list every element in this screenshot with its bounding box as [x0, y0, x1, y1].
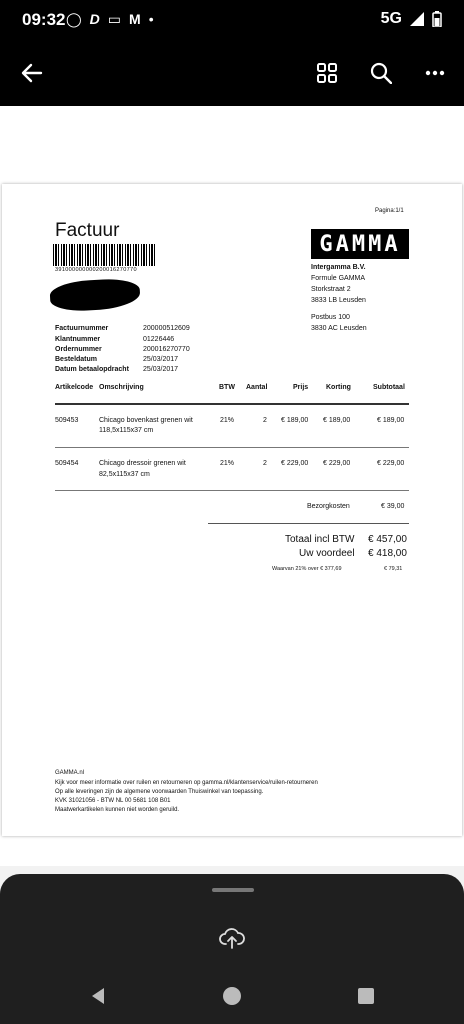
column-header: Aantal	[246, 384, 268, 391]
company-line: Storkstraat 2	[311, 286, 351, 293]
meta-label: Besteldatum	[55, 356, 98, 363]
status-bar	[0, 0, 464, 40]
app-d-icon: D	[89, 11, 100, 27]
postal-line: Postbus 100	[311, 314, 350, 321]
row-divider	[55, 447, 409, 448]
footer-line: KVK 31021056 - BTW NL 00 5681 108 B01	[55, 798, 171, 804]
footer-line: Op alle leveringen zijn de algemene voorwaarden Thuiswinkel van toepassing.	[55, 789, 264, 795]
app-bar	[0, 40, 464, 106]
savings-label: Uw voordeel	[299, 548, 355, 559]
row-divider	[55, 490, 409, 491]
gamma-logo	[311, 229, 409, 259]
company-line: Formule GAMMA	[311, 275, 366, 282]
row-discount: € 189,00	[323, 417, 351, 424]
status-time: 09:32	[22, 10, 66, 29]
totals-divider	[208, 523, 409, 524]
gmail-icon: M	[129, 11, 141, 27]
row-btw: 21%	[220, 460, 235, 467]
nav-back-icon[interactable]	[88, 986, 108, 1006]
column-header: Omschrijving	[99, 384, 144, 391]
column-header: Korting	[326, 384, 351, 391]
more-options-button[interactable]	[418, 56, 452, 90]
footer-line: Kijk voor meer informatie over ruilen en retourneren op gamma.nl/klantenservice/ruilen-retourneren	[55, 780, 318, 786]
back-arrow-icon	[21, 62, 43, 84]
meta-value: 25/03/2017	[143, 356, 179, 363]
row-desc: Chicago bovenkast grenen wit	[99, 417, 193, 424]
row-desc: Chicago dressoir grenen wit	[99, 460, 186, 467]
company-name: Intergamma B.V.	[311, 264, 366, 271]
row-code: 509453	[55, 417, 79, 424]
page-indicator: Pagina:1/1	[375, 208, 404, 214]
more-dots-icon	[425, 70, 445, 76]
row-price: € 189,00	[281, 417, 309, 424]
company-line: 3833 LB Leusden	[311, 297, 366, 304]
row-btw: 21%	[220, 417, 235, 424]
row-qty: 2	[263, 417, 267, 424]
savings-value: € 418,00	[368, 548, 407, 559]
vat-value: € 79,31	[384, 566, 403, 572]
search-icon	[370, 62, 392, 84]
footer-line: GAMMA.nl	[55, 770, 85, 776]
postal-line: 3830 AC Leusden	[311, 325, 367, 332]
grid-icon	[316, 62, 338, 84]
meta-label: Factuurnummer	[55, 325, 109, 332]
row-subtotal: € 189,00	[377, 417, 405, 424]
shipping-label: Bezorgkosten	[307, 503, 350, 510]
table-header-divider	[55, 403, 409, 405]
total-value: € 457,00	[368, 534, 407, 545]
upload-cloud-button[interactable]	[218, 924, 246, 952]
nav-recents-icon[interactable]	[356, 986, 376, 1006]
barcode-number: 391000000000200016270770	[55, 267, 137, 273]
row-subtotal: € 229,00	[377, 460, 405, 467]
cloud-upload-icon	[219, 927, 245, 949]
row-desc-size: 118,5x115x37 cm	[99, 427, 154, 434]
logo-text: GAMMA	[319, 231, 401, 257]
footer-line: Maatwerkartikelen kunnen niet worden geruild.	[55, 807, 180, 813]
wallet-icon: ▭	[107, 11, 122, 27]
total-label: Totaal incl BTW	[285, 534, 355, 545]
column-header: Prijs	[293, 384, 309, 391]
meta-label: Klantnummer	[55, 336, 101, 343]
signal-icon	[410, 12, 424, 26]
sheet-drag-handle[interactable]	[212, 888, 254, 892]
meta-label: Datum betaalopdracht	[55, 366, 129, 373]
status-notification-icons	[66, 11, 154, 28]
shipping-value: € 39,00	[381, 503, 405, 510]
nav-home-icon[interactable]	[222, 986, 242, 1006]
column-header: Artikelcode	[55, 384, 94, 391]
meta-value: 01226446	[143, 336, 175, 343]
meta-label: Ordernummer	[55, 346, 102, 353]
column-header: BTW	[219, 384, 235, 391]
battery-icon	[432, 11, 442, 27]
meta-value: 25/03/2017	[143, 366, 179, 373]
row-qty: 2	[263, 460, 267, 467]
meta-value: 200000512609	[143, 325, 190, 332]
vat-label: Waarvan 21% over € 377,69	[272, 566, 342, 572]
row-desc-size: 82,5x115x37 cm	[99, 471, 150, 478]
search-button[interactable]	[364, 56, 398, 90]
network-label: 5G	[380, 10, 402, 27]
back-button[interactable]	[15, 56, 49, 90]
barcode	[53, 244, 157, 266]
grid-view-button[interactable]	[310, 56, 344, 90]
whatsapp-icon: ◯	[66, 11, 82, 27]
row-price: € 229,00	[281, 460, 309, 467]
row-discount: € 229,00	[323, 460, 351, 467]
dot-icon: •	[148, 11, 154, 27]
invoice-title: Factuur	[55, 220, 120, 241]
status-system-icons	[381, 10, 442, 28]
row-code: 509454	[55, 460, 79, 467]
meta-value: 200016270770	[143, 346, 190, 353]
column-header: Subtotaal	[373, 384, 405, 391]
